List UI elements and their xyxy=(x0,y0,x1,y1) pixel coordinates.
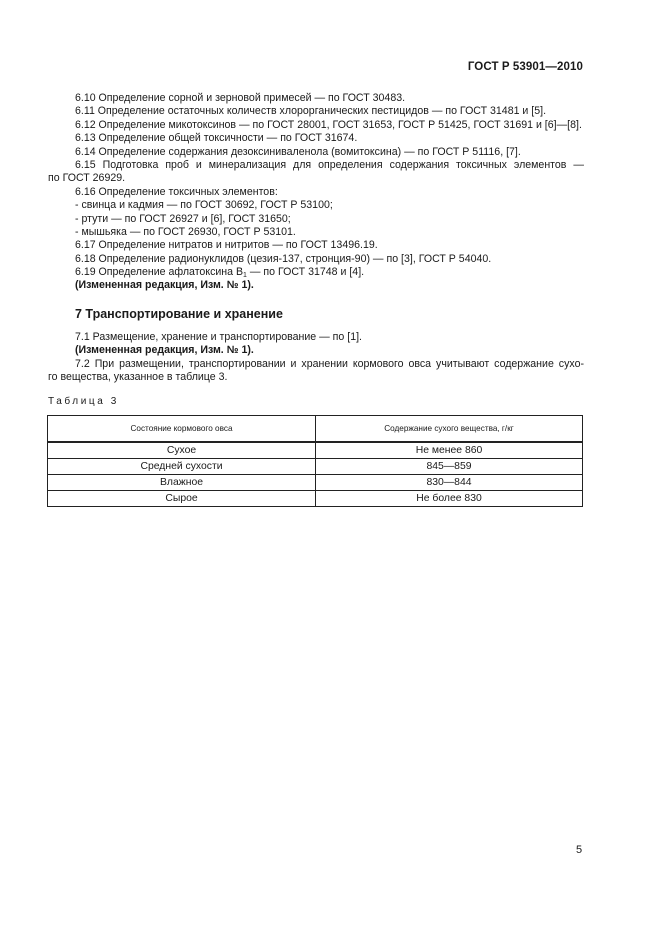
item-7-2: 7.2 При размещении, транспортировании и хранении кормового овса учитывают содержание сухо- xyxy=(75,357,584,370)
item-6-16-lead: - свинца и кадмия — по ГОСТ 30692, ГОСТ Р 53100; xyxy=(75,199,333,212)
item-6-10: 6.10 Определение сорной и зерновой примесей — по ГОСТ 30483. xyxy=(75,92,406,104)
table-row xyxy=(48,475,583,491)
table-cell-value: Не менее 860 xyxy=(316,442,583,459)
table-row xyxy=(48,459,583,475)
item-6-17: 6.17 Определение нитратов и нитритов — по ГОСТ 13496.19. xyxy=(75,239,378,252)
section-6-text xyxy=(48,92,584,293)
table-cell-state: Сухое xyxy=(48,442,316,459)
item-6-12: 6.12 Определение микотоксинов — по ГОСТ 28001, ГОСТ 31653, ГОСТ Р 51425, ГОСТ 31691 и [6]—[8]. xyxy=(75,118,582,131)
table-cell-value: Не более 830 xyxy=(316,491,583,507)
item-7-2-cont: го вещества, указанное в таблице 3. xyxy=(48,371,228,384)
item-6-18: 6.18 Определение радионуклидов (цезия-137, стронция-90) — по [3], ГОСТ Р 54040. xyxy=(75,252,492,265)
table-cell-value: 830—844 xyxy=(316,475,583,491)
page-number: 5 xyxy=(576,844,583,856)
table-cell-value: 845—859 xyxy=(316,459,583,475)
table-row xyxy=(48,491,583,507)
table-caption: Таблица 3 xyxy=(48,396,119,407)
item-6-15: 6.15 Подготовка проб и минерализация для определения содержания токсичных элементов — xyxy=(75,158,584,171)
item-6-16-arsenic: - мышьяка — по ГОСТ 26930, ГОСТ Р 53101. xyxy=(75,225,296,238)
item-6-16: 6.16 Определение токсичных элементов: xyxy=(75,185,278,198)
amendment-note-6: (Измененная редакция, Изм. № 1). xyxy=(75,279,254,292)
item-6-19: 6.19 Определение афлатоксина $B_1$ — по ГОСТ 31748 и [4]. xyxy=(75,266,365,280)
column-header-state: Состояние кормового овса xyxy=(48,416,316,443)
document-code: ГОСТ Р 53901—2010 xyxy=(467,61,583,73)
section-7-title: 7 Транспортирование и хранение xyxy=(75,307,283,321)
table-3 xyxy=(47,415,583,507)
item-6-13: 6.13 Определение общей токсичности — по ГОСТ 31674. xyxy=(75,132,358,145)
table-cell-state: Влажное xyxy=(48,475,316,491)
item-6-15-cont: по ГОСТ 26929. xyxy=(48,172,126,185)
section-7-text xyxy=(48,331,584,385)
table-cell-state: Средней сухости xyxy=(48,459,316,475)
amendment-note-7: (Измененная редакция, Изм. № 1). xyxy=(75,344,254,357)
table-row xyxy=(48,442,583,459)
table-cell-state: Сырое xyxy=(48,491,316,507)
item-6-16-mercury: - ртути — по ГОСТ 26927 и [6], ГОСТ 31650; xyxy=(75,212,291,225)
item-6-11: 6.11 Определение остаточных количеств хлорорганических пестицидов — по ГОСТ 31481 и [5]. xyxy=(75,105,547,118)
item-7-1: 7.1 Размещение, хранение и транспортирование — по [1]. xyxy=(75,331,362,343)
table-header-row xyxy=(48,416,583,443)
column-header-dry-matter: Содержание сухого вещества, г/кг xyxy=(316,416,583,443)
item-6-14: 6.14 Определение содержания дезоксиниваленола (вомитоксина) — по ГОСТ Р 51116, [7]. xyxy=(75,145,521,158)
